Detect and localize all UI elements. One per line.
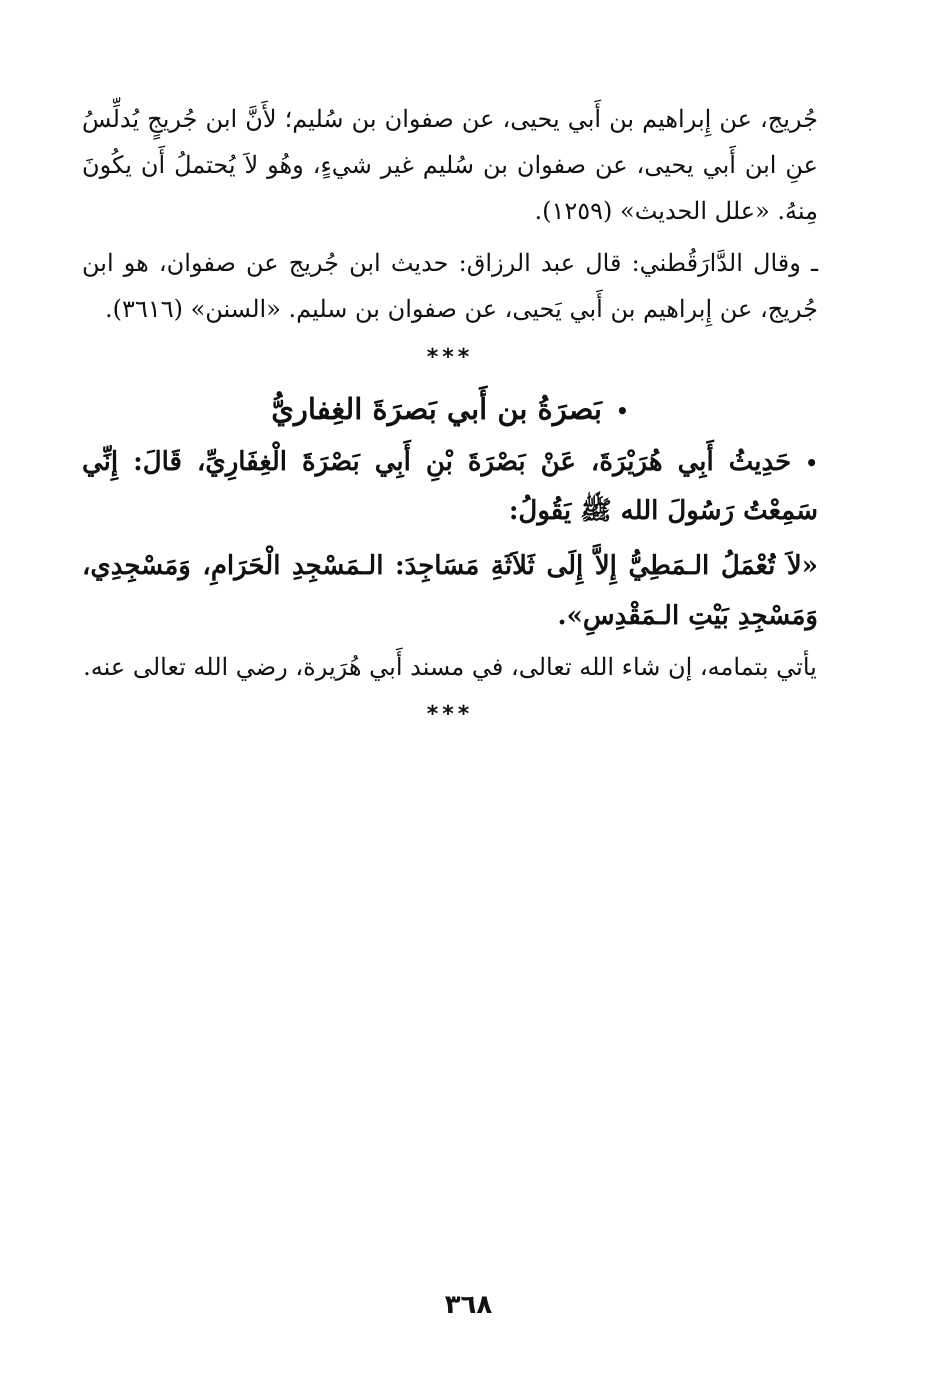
hadith-intro-text: حَدِيثُ أَبِي هُرَيْرَةَ، عَنْ بَصْرَةَ بْنِ أَبِي بَصْرَةَ الْغِفَارِيِّ، قَالَ: إِنِّي سَمِعْتُ رَسُولَ الله ﷺ يَقُولُ:	[82, 447, 818, 526]
paragraph-citation-2: ـ وقال الدَّارَقُطني: قال عبد الرزاق: حديث ابن جُريج عن صفوان، هو ابن جُريج، عن إِبراهيم بن أَبي يَحيى، عن صفوان بن سليم. «السنن» (٣٦١٦).	[82, 249, 818, 323]
bullet-icon: •	[615, 399, 629, 423]
section-separator: ***	[426, 345, 474, 370]
hadith-text: «لاَ تُعْمَلُ الـمَطِيُّ إِلاَّ إِلَى ثَلاَثَةِ مَسَاجِدَ: الـمَسْجِدِ الْحَرَامِ، وَمَسْجِدِي، وَمَسْجِدِ بَيْتِ الـمَقْدِسِ».	[82, 551, 818, 631]
section-heading	[82, 382, 818, 438]
section-heading-text: بَصرَةُ بن أَبي بَصرَةَ الغِفاريُّ	[271, 392, 602, 426]
page-body	[82, 96, 818, 739]
bullet-icon: •	[805, 451, 818, 475]
hadith-intro	[82, 438, 818, 535]
page-number: ٣٦٨	[444, 1290, 493, 1320]
section-separator-end: ***	[426, 702, 474, 727]
paragraph-citation-1: جُريج، عن إِبراهيم بن أَبي يحيى، عن صفوان بن سُليم؛ لأَنَّ ابن جُريجٍ يُدلِّسُ عنِ ابن أَبي يحيى، عن صفوان بن سُليم غير شيءٍ، وهُو لاَ يُحتملُ أَن يكُونَ مِنهُ. «علل الحديث» (١٢٥٩).	[82, 105, 818, 225]
cross-reference-note: يأتي بتمامه، إن شاء الله تعالى، في مسند أَبي هُرَيرة، رضي الله تعالى عنه.	[83, 653, 817, 681]
